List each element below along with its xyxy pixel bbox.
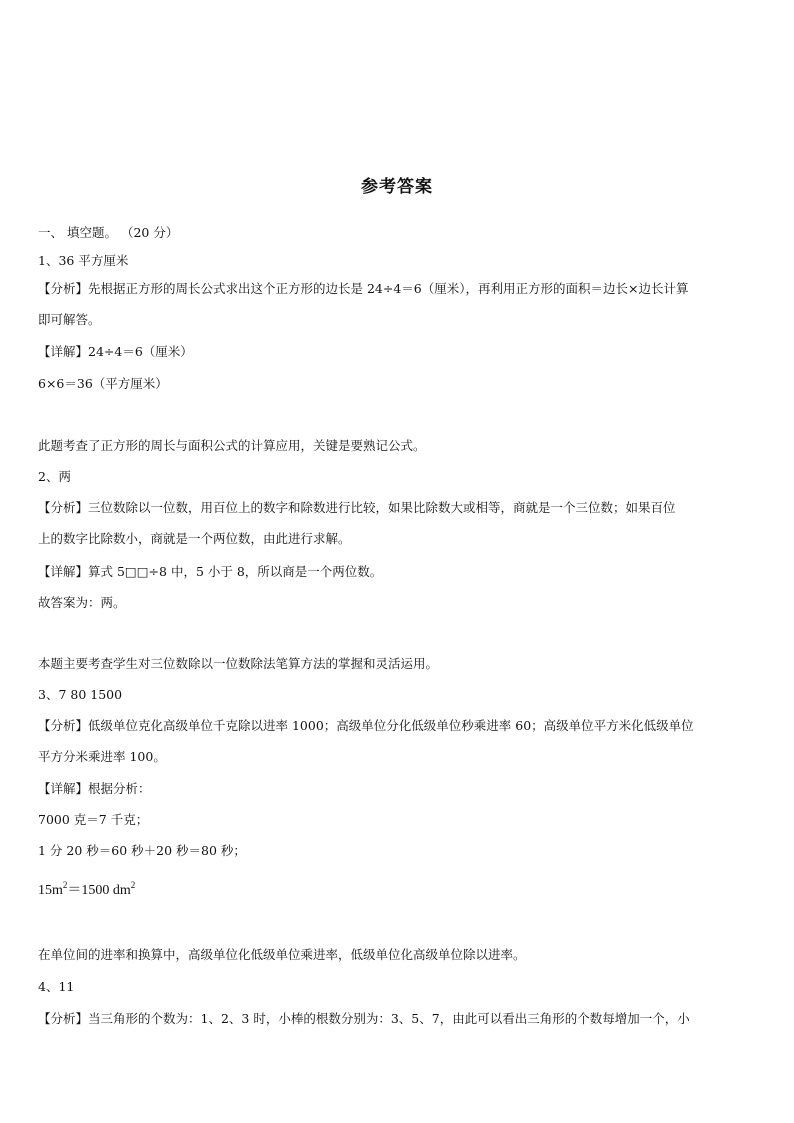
q2-detail-line2: 故答案为：两。 bbox=[38, 595, 126, 610]
q3-analysis-line2: 平方分米乘进率 100。 bbox=[38, 749, 166, 764]
q1-detail-line1: 【详解】24÷4＝6（厘米） bbox=[38, 344, 193, 359]
q3-formula-part2: ＝1500 dm bbox=[67, 883, 131, 898]
q3-formula bbox=[38, 876, 135, 900]
q1-answer: 1、36 平方厘米 bbox=[38, 253, 129, 268]
q1-analysis-line2: 即可解答。 bbox=[38, 312, 101, 327]
q3-formula-exponent2: 2 bbox=[130, 880, 136, 890]
q3-analysis-line1: 【分析】低级单位克化高级单位千克除以进率 1000；高级单位分化低级单位秒乘进率 60；高级单位平方米化低级单位 bbox=[38, 718, 694, 733]
q3-detail-line2: 7000 克＝7 千克； bbox=[38, 812, 149, 827]
q2-summary: 本题主要考查学生对三位数除以一位数除法笔算方法的掌握和灵活运用。 bbox=[38, 656, 439, 671]
q3-answer: 3、7 80 1500 bbox=[38, 687, 123, 702]
q4-answer: 4、11 bbox=[38, 979, 75, 994]
q3-summary: 在单位间的进率和换算中，高级单位化低级单位乘进率，低级单位化高级单位除以进率。 bbox=[38, 947, 526, 962]
q3-formula-exponent1: 2 bbox=[62, 880, 68, 890]
q1-analysis-line1: 【分析】先根据正方形的周长公式求出这个正方形的边长是 24÷4＝6（厘米），再利用正方形的面积＝边长×边长计算 bbox=[38, 281, 689, 296]
q1-detail-line2: 6×6＝36（平方厘米） bbox=[38, 376, 168, 391]
section-heading: 一、 填空题。 （20 分） bbox=[38, 225, 179, 240]
q2-detail-line1: 【详解】算式 5□□÷8 中，5 小于 8，所以商是一个两位数。 bbox=[38, 564, 383, 579]
page-title: 参考答案 bbox=[361, 177, 433, 197]
q3-formula-part1: 15m bbox=[38, 883, 63, 898]
q4-analysis-line1: 【分析】当三角形的个数为：1、2、3 时，小棒的根数分别为：3、5、7，由此可以看出三角形的个数每增加一个，小 bbox=[38, 1011, 690, 1026]
q2-analysis-line1: 【分析】三位数除以一位数，用百位上的数字和除数进行比较，如果比除数大或相等，商就是一个三位数；如果百位 bbox=[38, 500, 676, 515]
q1-summary: 此题考查了正方形的周长与面积公式的计算应用，关键是要熟记公式。 bbox=[38, 438, 426, 453]
q2-analysis-line2: 上的数字比除数小，商就是一个两位数，由此进行求解。 bbox=[38, 531, 351, 546]
q3-detail-line1: 【详解】根据分析： bbox=[38, 781, 151, 796]
q2-answer: 2、两 bbox=[38, 469, 71, 484]
q3-detail-line3: 1 分 20 秒＝60 秒＋20 秒＝80 秒； bbox=[38, 843, 246, 858]
